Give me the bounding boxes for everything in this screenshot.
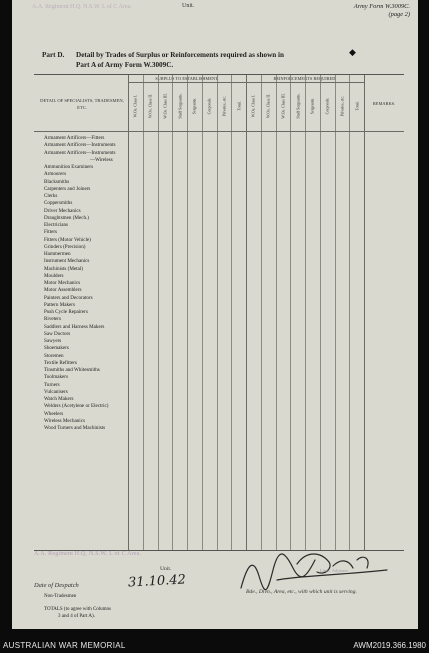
subcolumn-header: [292, 83, 304, 129]
unit-stamp-bottom: A.A. Regiment H.Q. N.S.W. L of C Area.: [34, 551, 142, 557]
non-tradesmen-label: Non-Tradesmen: [44, 594, 77, 599]
subcolumn-header-label: Total.: [354, 101, 360, 111]
subcolumn-header: [336, 83, 348, 129]
trade-row-label: Wheelers: [44, 410, 64, 417]
trade-row-label: Welders (Acetylene or Electric): [44, 403, 109, 410]
dispatch-label: Date of Despatch: [34, 582, 79, 589]
group-divider: [364, 75, 365, 550]
trade-row-label: Blacksmiths: [44, 178, 70, 185]
subcolumn-header-label: Staff Sergeants.: [177, 93, 183, 119]
trade-row-label: Machinists (Metal): [44, 265, 83, 272]
trade-row-label: Textile Refitters: [44, 359, 77, 366]
trade-row-label: Fitters (Motor Vehicle): [44, 236, 91, 243]
subcolumn-divider: [158, 75, 159, 550]
subcolumn-divider: [305, 75, 306, 550]
subcolumn-header-label: Staff Sergeants.: [295, 93, 301, 119]
subcolumn-header: [351, 83, 363, 129]
trade-row-label: Motor Assemblers: [44, 287, 82, 294]
subcolumn-header: [144, 83, 156, 129]
trade-row-label: —Wireless: [90, 156, 113, 163]
unit-label-bottom: Unit.: [160, 566, 172, 572]
trade-row-label: Armourers: [44, 171, 67, 178]
subcolumn-header-label: W.Os. Class III.: [280, 93, 286, 119]
subcolumn-header: [129, 83, 141, 129]
signature-stamp: Lieut. Adjutant: [320, 568, 348, 573]
trade-row-label: Sawyers: [44, 338, 62, 344]
trade-row-label: Turners: [44, 381, 60, 388]
subcolumn-header: [188, 83, 200, 129]
subcolumn-header: [321, 83, 333, 129]
subcolumn-header-label: W.Os. Class III.: [162, 93, 168, 119]
part-title-line2: Part A of Army Form W.3009C.: [76, 61, 174, 69]
trade-row-label: Shoemakers: [44, 345, 69, 352]
trade-row-label: Saddlers and Harness Makers: [44, 323, 105, 330]
trade-row-label: Carpenters and Joiners: [44, 185, 91, 192]
subcolumn-divider: [276, 75, 277, 550]
page-number: (page 2): [388, 11, 410, 18]
subcolumn-header: [203, 83, 215, 129]
trade-row-label: Vulcanisers: [44, 388, 68, 395]
subcolumn-divider: [187, 75, 188, 550]
subcolumn-header-label: Total.: [236, 101, 242, 111]
subcolumn-header-label: Privates, etc.: [221, 95, 227, 117]
archive-id: AWM2019.366.1980: [353, 641, 426, 650]
subcolumn-divider: [290, 75, 291, 550]
trade-row-label: Clerks: [44, 193, 58, 199]
subcolumn-divider: [320, 75, 321, 550]
remarks-header: REMARKS.: [372, 101, 396, 106]
group-divider: [246, 75, 247, 550]
trade-row-label: Electricians: [44, 222, 69, 228]
subcolumn-divider: [143, 75, 144, 550]
subcolumn-header-label: Privates, etc.: [339, 95, 345, 117]
subcolumn-header-label: W.Os. Class II.: [265, 93, 271, 119]
dispatch-date: 31.10.42: [127, 572, 187, 591]
trade-row-label: Push Cycle Repairers: [44, 309, 88, 315]
trade-row-label: Ammunition Examiners: [44, 164, 94, 170]
footer-note: Bde., Divn., Area, etc., with which unit is serving.: [246, 589, 357, 595]
detail-column-divider: [128, 75, 129, 550]
corner-mark: ◆: [349, 47, 356, 57]
form-reference: [354, 3, 410, 19]
subcolumn-header: [262, 83, 274, 129]
part-title: [42, 50, 284, 70]
subcolumn-divider: [231, 75, 232, 550]
trade-row-label: Moulders: [44, 272, 64, 279]
trade-row-label: Armament Artificers—Instruments: [44, 142, 116, 149]
reinforcements-header: REINFORCEMENTS REQUIRED.: [273, 76, 337, 81]
subcolumn-header-label: Corporals.: [206, 97, 212, 115]
subcolumn-header: [233, 83, 245, 129]
trade-row-label: Armament Artificers—Fitters: [44, 135, 105, 141]
trade-row-label: Wood Turners and Machinists: [44, 425, 106, 431]
subcolumn-header-label: W.Os. Class I.: [250, 94, 256, 118]
unit-stamp-top: A.A. Regiment H.Q. N.S.W. L of C Area.: [32, 4, 132, 10]
totals-line2: 3 and 4 of Part A).: [58, 614, 95, 619]
trade-row-label: Toolmakers: [44, 374, 68, 381]
detail-column-header: DETAIL OF SPECIALISTS, TRADESMEN, ETC.: [40, 98, 124, 110]
trade-row-label: Painters and Decorators: [44, 294, 93, 301]
trade-row-label: Pattern Makers: [44, 301, 75, 308]
subcolumn-header: [159, 83, 171, 129]
header-bottom-rule: [34, 131, 404, 132]
totals-line1: TOTALS (to agree with Columns: [44, 607, 111, 612]
subcolumn-header: [174, 83, 186, 129]
trade-row-label: Hammermen: [44, 251, 71, 257]
form-sheet: [12, 0, 418, 629]
subcolumn-divider: [261, 75, 262, 550]
trade-row-label: Wireless Mechanics: [44, 417, 85, 424]
trade-row-label: Riveters: [44, 316, 61, 323]
subcolumn-header-label: W.Os. Class II.: [147, 93, 153, 119]
subcolumn-divider: [335, 75, 336, 550]
form-number: Army Form W.3009C.: [353, 3, 410, 10]
part-title-line1: Detail by Trades of Surplus or Reinforcements required as shown in: [76, 51, 285, 59]
subcolumn-divider: [217, 75, 218, 550]
subcolumn-header-label: Corporals.: [324, 97, 330, 115]
trade-row-label: Fitters: [44, 229, 58, 236]
trade-row-label: Saw Doctors: [44, 330, 71, 337]
trade-row-label: Tinsmiths and Whitesmiths: [44, 367, 100, 373]
subcolumn-header-label: Sergeants.: [191, 97, 197, 115]
archive-caption: AUSTRALIAN WAR MEMORIAL: [3, 641, 126, 650]
trade-row-label: Armament Artificers—Instruments: [44, 149, 116, 156]
surplus-header: SURPLUS TO ESTABLISHMENT.: [155, 76, 219, 81]
trade-row-label: Driver Mechanics: [44, 207, 81, 214]
subcolumn-header: [277, 83, 289, 129]
trade-row-label: Watch Makers: [44, 396, 74, 402]
subcolumn-header-label: Sergeants.: [309, 97, 315, 115]
subcolumn-header: [247, 83, 259, 129]
trade-row-label: Draughtsmen (Mech.): [44, 214, 89, 221]
subcolumn-divider: [202, 75, 203, 550]
subcolumn-header: [306, 83, 318, 129]
trade-row-label: Instrument Mechanics: [44, 258, 90, 265]
part-label: Part D.: [42, 51, 65, 59]
subcolumn-divider: [349, 75, 350, 550]
totals-label: [44, 594, 111, 620]
subcolumn-header-label: W.Os. Class I.: [132, 94, 138, 118]
trade-row-label: Grinders (Precision): [44, 243, 86, 250]
group-header-underline: [128, 82, 364, 83]
trade-row-label: Coppersmiths: [44, 200, 73, 207]
unit-label-top: Unit.: [182, 3, 195, 9]
trade-row-label: Storemen: [44, 352, 64, 359]
trade-row-label: Motor Mechanics: [44, 280, 81, 286]
subcolumn-divider: [172, 75, 173, 550]
subcolumn-header: [218, 83, 230, 129]
